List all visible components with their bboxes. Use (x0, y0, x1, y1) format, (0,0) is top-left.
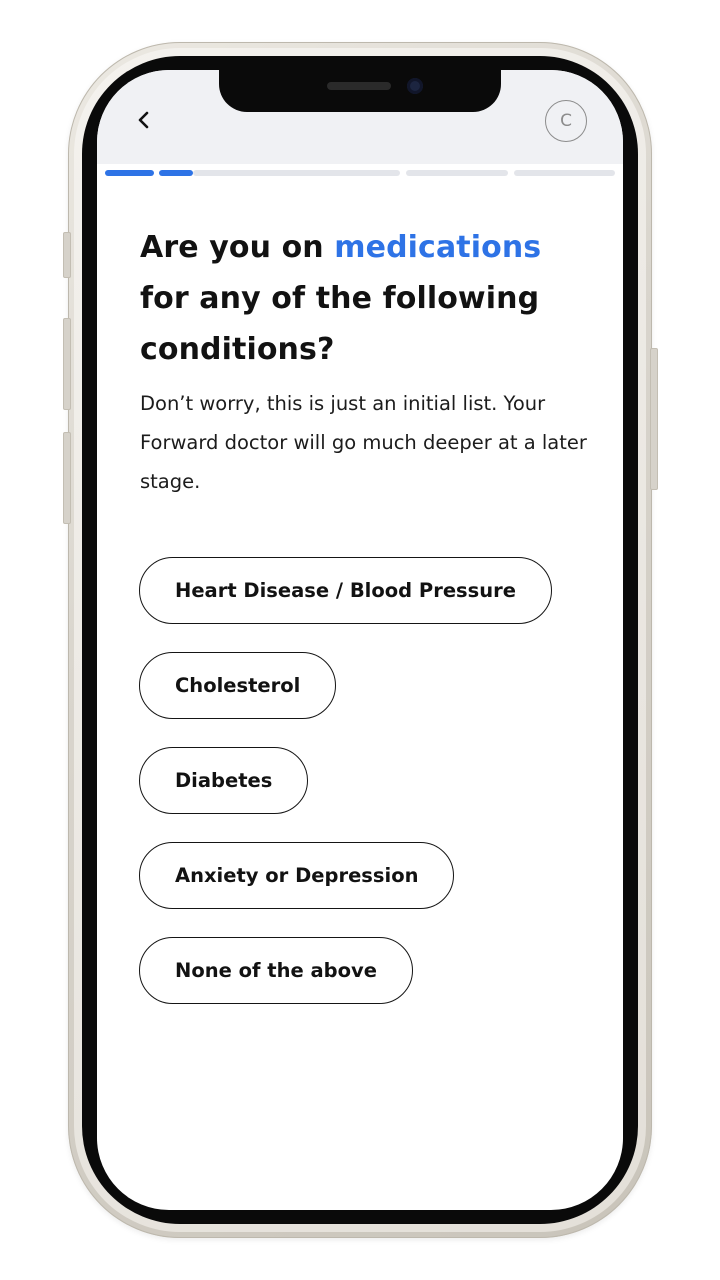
back-button[interactable] (133, 106, 155, 136)
title-text-after: for any of the following conditions? (140, 281, 540, 367)
title-text-before: Are you on (140, 230, 335, 265)
option-anxiety-or-depression[interactable]: Anxiety or Depression (139, 842, 454, 909)
speaker-grille (327, 82, 391, 90)
progress-segment-3 (193, 170, 400, 176)
avatar-initial: C (560, 111, 572, 131)
option-diabetes[interactable]: Diabetes (139, 747, 308, 814)
app-screen (97, 70, 623, 1210)
progress-bar (105, 170, 615, 176)
silent-switch (63, 232, 71, 278)
option-cholesterol[interactable]: Cholesterol (139, 652, 336, 719)
progress-segment-4 (406, 170, 508, 176)
power-button (650, 348, 658, 490)
progress-segment-1 (105, 170, 154, 176)
question-subtitle: Don’t worry, this is just an initial list. Your Forward doctor will go much deeper at a later stage. (140, 392, 587, 493)
question-title (140, 222, 580, 375)
option-none-of-the-above[interactable]: None of the above (139, 937, 413, 1004)
progress-segment-5 (514, 170, 615, 176)
progress-segment-2 (159, 170, 193, 176)
profile-avatar-button[interactable] (545, 100, 587, 142)
notch (219, 70, 501, 112)
chevron-left-icon (133, 106, 155, 136)
options-list (139, 557, 599, 1032)
title-highlight: medications (334, 230, 542, 265)
volume-up-button (63, 318, 71, 410)
volume-down-button (63, 432, 71, 524)
front-camera (407, 78, 423, 94)
option-heart-disease-blood-pressure[interactable]: Heart Disease / Blood Pressure (139, 557, 552, 624)
